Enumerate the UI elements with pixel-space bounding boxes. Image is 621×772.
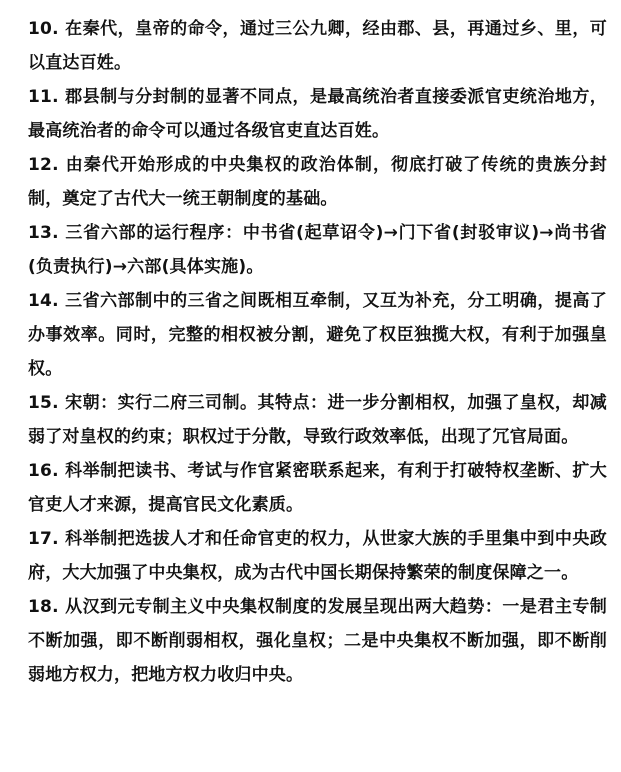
- item-dot: .: [52, 155, 66, 175]
- item-text: 由秦代开始形成的中央集权的政治体制，彻底打破了传统的贵族分封制，奠定了古代大一统王朝制度的基础。: [28, 155, 608, 209]
- item-dot: .: [52, 87, 66, 107]
- item-dot: .: [52, 529, 66, 549]
- list-item: [28, 284, 607, 386]
- item-text: 科举制把读书、考试与作官紧密联系起来，有利于打破特权垄断、扩大官吏人才来源，提高官民文化素质。: [28, 461, 608, 515]
- list-item: [28, 522, 607, 590]
- item-dot: .: [52, 393, 66, 413]
- list-item: [28, 80, 607, 148]
- item-number: 13: [28, 223, 53, 243]
- item-text: 宋朝：实行二府三司制。其特点：进一步分割相权，加强了皇权，却减弱了对皇权的约束；职权过于分散，导致行政效率低，出现了冗官局面。: [28, 393, 608, 447]
- item-number: 16: [28, 461, 53, 481]
- item-text: 郡县制与分封制的显著不同点，是最高统治者直接委派官吏统治地方，最高统治者的命令可以通过各级官吏直达百姓。: [28, 87, 608, 141]
- list-item: [28, 216, 607, 284]
- item-text: 三省六部的运行程序：中书省(起草诏令)→门下省(封驳审议)→尚书省(负责执行)→六部(具体实施)。: [28, 223, 607, 277]
- item-text: 科举制把选拔人才和任命官吏的权力，从世家大族的手里集中到中央政府，大大加强了中央集权，成为古代中国长期保持繁荣的制度保障之一。: [28, 529, 608, 583]
- item-number: 14: [28, 291, 53, 311]
- list-item: [28, 386, 607, 454]
- item-number: 15: [28, 393, 53, 413]
- list-item: [28, 12, 607, 80]
- item-dot: .: [52, 291, 66, 311]
- list-item: [28, 454, 607, 522]
- list-item: [28, 148, 607, 216]
- item-dot: .: [52, 223, 66, 243]
- item-number: 12: [28, 155, 53, 175]
- item-dot: .: [52, 461, 66, 481]
- list-item: [28, 590, 607, 692]
- item-dot: .: [52, 597, 66, 617]
- item-text: 三省六部制中的三省之间既相互牵制，又互为补充，分工明确，提高了办事效率。同时，完整的相权被分割，避免了权臣独揽大权，有利于加强皇权。: [28, 291, 608, 379]
- item-dot: .: [52, 19, 66, 39]
- item-text: 从汉到元专制主义中央集权制度的发展呈现出两大趋势：一是君主专制不断加强，即不断削弱相权，强化皇权；二是中央集权不断加强，即不断削弱地方权力，把地方权力收归中央。: [28, 597, 608, 685]
- item-text: 在秦代，皇帝的命令，通过三公九卿，经由郡、县，再通过乡、里，可以直达百姓。: [28, 19, 608, 73]
- item-number: 18: [28, 597, 53, 617]
- item-number: 10: [28, 19, 53, 39]
- item-number: 11: [28, 87, 53, 107]
- item-number: 17: [28, 529, 53, 549]
